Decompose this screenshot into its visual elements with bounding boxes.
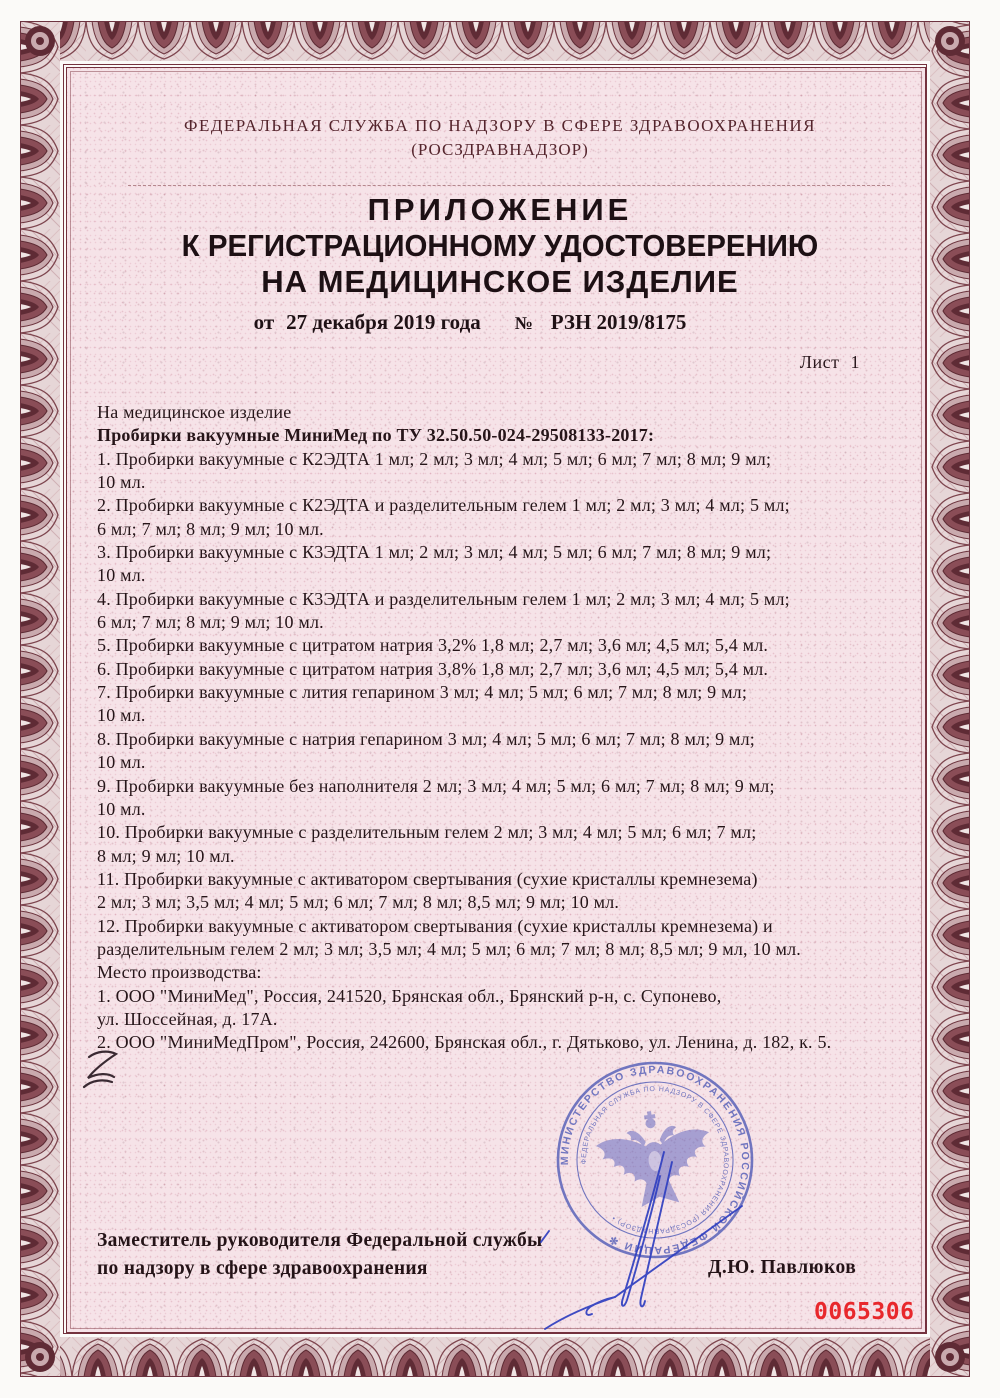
body-line: 1. Пробирки вакуумные с К2ЭДТА 1 мл; 2 мл; 3 мл; 4 мл; 5 мл; 6 мл; 7 мл; 8 мл; 9 мл; — [97, 448, 772, 469]
body-line: 10 мл. — [97, 705, 146, 726]
number-sign: № — [514, 313, 533, 333]
body-line: разделительным гелем 2 мл; 3 мл; 3,5 мл; 4 мл; 5 мл; 6 мл; 7 мл; 8 мл; 8,5 мл; 9 мл, 10 мл. — [97, 938, 802, 959]
signer-name: Д.Ю. Павлюков — [708, 1257, 857, 1278]
doc-title-line1: ПРИЛОЖЕНИЕ — [367, 192, 633, 227]
body-line: 8 мл; 9 мл; 10 мл. — [97, 845, 235, 866]
body-line: 11. Пробирки вакуумные с активатором свертывания (сухие кристаллы кремнезема) — [97, 868, 758, 889]
body-line: 10 мл. — [97, 565, 146, 586]
body-line: 8. Пробирки вакуумные с натрия гепарином 3 мл; 4 мл; 5 мл; 6 мл; 7 мл; 8 мл; 9 мл; — [97, 728, 756, 749]
body-line: 12. Пробирки вакуумные с активатором свертывания (сухие кристаллы кремнезема) и — [97, 915, 773, 936]
body-line: 3. Пробирки вакуумные с К3ЭДТА 1 мл; 2 мл; 3 мл; 4 мл; 5 мл; 6 мл; 7 мл; 8 мл; 9 мл; — [97, 542, 772, 563]
body-line: Пробирки вакуумные МиниМед по ТУ 32.50.50-024-29508133-2017: — [97, 425, 655, 446]
body-line: 5. Пробирки вакуумные с цитратом натрия 3,2% 1,8 мл; 2,7 мл; 3,6 мл; 4,5 мл; 5,4 мл. — [97, 635, 769, 656]
issue-row — [0, 310, 940, 335]
body-line: ул. Шоссейная, д. 17А. — [97, 1008, 278, 1029]
doc-title-line3: НА МЕДИЦИНСКОЕ ИЗДЕЛИЕ — [261, 264, 739, 299]
body-line: 10 мл. — [97, 472, 146, 493]
body-line: 9. Пробирки вакуумные без наполнителя 2 мл; 3 мл; 4 мл; 5 мл; 6 мл; 7 мл; 8 мл; 9 мл; — [97, 775, 775, 796]
body-line: 4. Пробирки вакуумные с К3ЭДТА и разделительным гелем 1 мл; 2 мл; 3 мл; 4 мл; 5 мл; — [97, 588, 790, 609]
agency-name: ФЕДЕРАЛЬНАЯ СЛУЖБА ПО НАДЗОРУ В СФЕРЕ ЗДРАВООХРАНЕНИЯ — [184, 116, 816, 135]
stamp-outer-text: МИНИСТЕРСТВО ЗДРАВООХРАНЕНИЯ РОССИЙСКОЙ ФЕДЕРАЦИИ ✻ — [558, 1063, 752, 1257]
body-line: 10 мл. — [97, 798, 146, 819]
sheet-label: Лист 1 — [799, 352, 860, 372]
agency-short-name: (РОСЗДРАВНАДЗОР) — [411, 140, 589, 159]
body-line: 2 мл; 3 мл; 3,5 мл; 4 мл; 5 мл; 6 мл; 7 мл; 8 мл; 8,5 мл; 9 мл; 10 мл. — [97, 892, 620, 913]
signer-position-line2: по надзору в сфере здравоохранения — [97, 1258, 428, 1279]
body-line: 10 мл. — [97, 752, 146, 773]
signer-position-line1: Заместитель руководителя Федеральной службы — [97, 1230, 543, 1251]
body-line: На медицинское изделие — [97, 402, 292, 422]
body-line: 10. Пробирки вакуумные с разделительным гелем 2 мл; 3 мл; 4 мл; 5 мл; 6 мл; 7 мл; — [97, 822, 757, 843]
body-line: Место производства: — [97, 962, 262, 983]
body-line: 1. ООО "МиниМед", Россия, 241520, Брянская обл., Брянский р-н, с. Супонево, — [97, 985, 722, 1006]
official-stamp — [548, 1053, 762, 1267]
body-text — [97, 401, 927, 1055]
body-line: 6 мл; 7 мл; 8 мл; 9 мл; 10 мл. — [97, 518, 324, 539]
serial-number: 0065306 — [814, 1299, 915, 1325]
body-line: 2. Пробирки вакуумные с К2ЭДТА и разделительным гелем 1 мл; 2 мл; 3 мл; 4 мл; 5 мл; — [97, 495, 790, 516]
body-line: 2. ООО "МиниМедПром", Россия, 242600, Брянская обл., г. Дятьково, ул. Ленина, д. 182, к. 5. — [97, 1032, 832, 1053]
stamp-inner-text: ФЕДЕРАЛЬНАЯ СЛУЖБА ПО НАДЗОРУ В СФЕРЕ ЗДРАВООХРАНЕНИЯ (РОСЗДРАВНАДЗОР) • — [580, 1085, 730, 1235]
doc-title-line2: К РЕГИСТРАЦИОННОМУ УДОСТОВЕРЕНИЮ — [181, 228, 819, 263]
issue-date: 27 декабря 2019 года — [286, 310, 481, 334]
registration-number: РЗН 2019/8175 — [550, 310, 687, 334]
body-line: 6. Пробирки вакуумные с цитратом натрия 3,8% 1,8 мл; 2,7 мл; 3,6 мл; 4,5 мл; 5,4 мл. — [97, 658, 769, 679]
date-prefix: от — [253, 310, 275, 334]
body-line: 6 мл; 7 мл; 8 мл; 9 мл; 10 мл. — [97, 612, 324, 633]
body-line: 7. Пробирки вакуумные с лития гепарином 3 мл; 4 мл; 5 мл; 6 мл; 7 мл; 8 мл; 9 мл; — [97, 682, 748, 703]
header-divider — [128, 185, 890, 186]
